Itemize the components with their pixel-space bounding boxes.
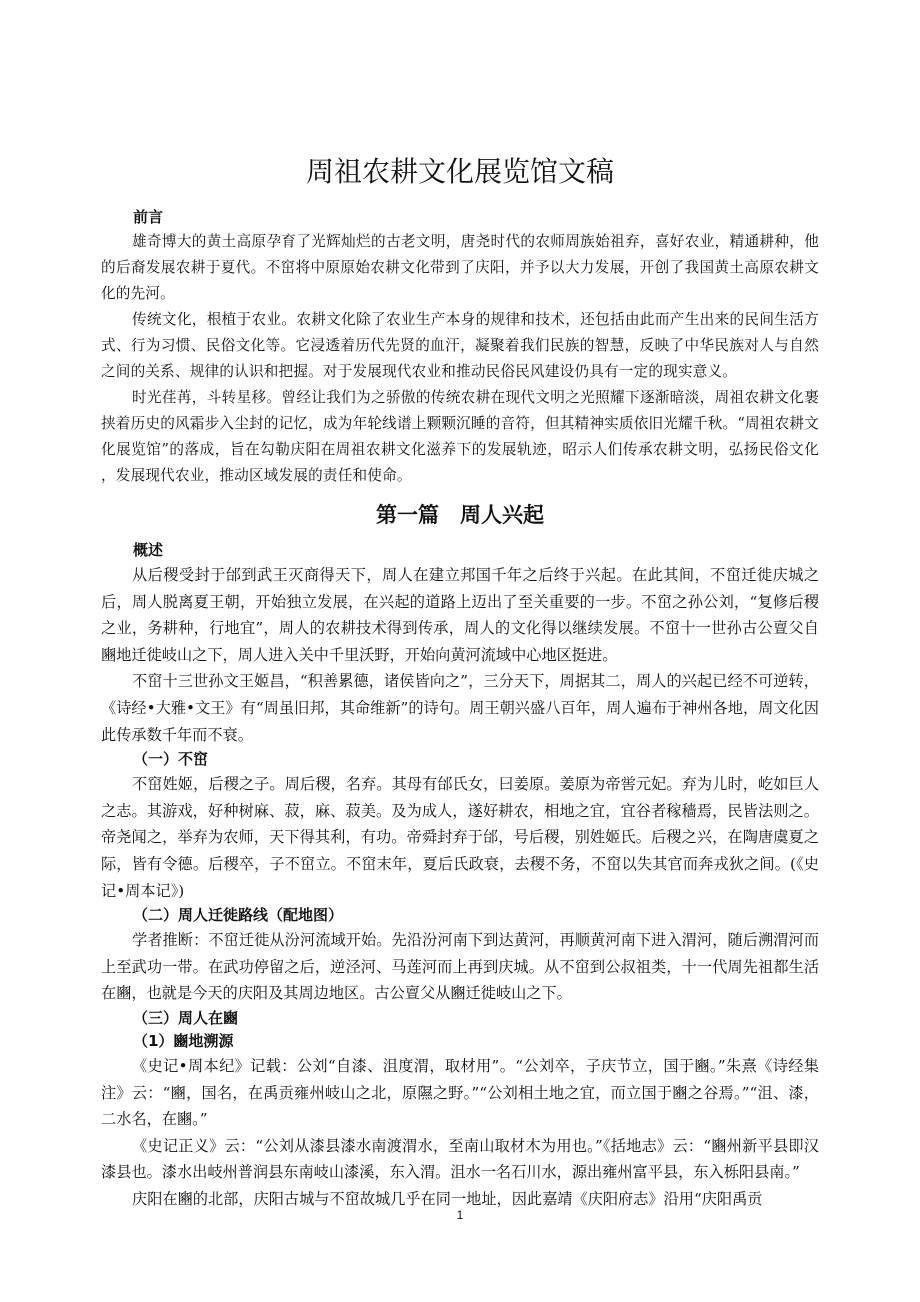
section-heading: （二）周人迁徙路线（配地图）	[133, 906, 344, 925]
document-title: 周祖农耕文化展览馆文稿	[305, 155, 614, 188]
section-paragraph: 庆阳在豳的北部，庆阳古城与不窋故城几乎在同一地址，因此嘉靖《庆阳府志》沿用“庆阳禹贡	[132, 1189, 763, 1208]
page-content	[101, 152, 819, 1212]
section-heading: （三）周人在豳	[133, 1008, 239, 1027]
overview-paragraph: 从后稷受封于邰到武王灭商得天下，周人在建立邦国千年之后终于兴起。在此其间，不窋迁徙庆城之后，周人脱离夏王朝，开始独立发展，在兴起的道路上迈出了至关重要的一步。不窋之孙公刘，“复修后稷之业，务耕种，行地宜”，周人的农耕技术得到传承，周人的文化得以继续发展。不窋十一世孙古公亶父自豳地迁徙岐山之下，周人进入关中千里沃野，开始向黄河流域中心地区挺进。	[101, 566, 819, 664]
subsection-heading: （1）豳地溯源	[133, 1031, 234, 1050]
page-number: 1	[456, 1208, 464, 1222]
section-paragraph: 学者推断：不窋迁徙从汾河流域开始。先沿汾河南下到达黄河，再顺黄河南下进入渭河，随后溯渭河而上至武功一带。在武功停留之后，逆泾河、马莲河而上再到庆城。从不窋到公叔祖类，十一代周先祖都生活在豳，也就是今天的庆阳及其周边地区。古公亶父从豳迁徙岐山之下。	[101, 931, 819, 1003]
section-paragraph: 不窋姓姬，后稷之子。周后稷，名弃。其母有邰氏女，曰姜原。姜原为帝喾元妃。弃为儿时，屹如巨人之志。其游戏，好种树麻、菽，麻、菽美。及为成人，遂好耕农，相地之宜，宜谷者稼穑焉，民皆法则之。帝尧闻之，举弃为农师，天下得其利，有功。帝舜封弃于邰，号后稷，别姓姬氏。后稷之兴，在陶唐虞夏之际，皆有令德。后稷卒，子不窋立。不窋末年，夏后氏政衰，去稷不务，不窋以失其官而奔戎狄之间。(《史记•周本记》)	[101, 775, 819, 900]
preface-paragraph: 雄奇博大的黄土高原孕育了光辉灿烂的古老文明，唐尧时代的农师周族始祖弃，喜好农业，精通耕种，他的后裔发展农耕于夏代。不窋将中原原始农耕文化带到了庆阳，并予以大力发展，开创了我国黄土高原农耕文化的先河。	[101, 233, 819, 302]
section-paragraph: 《史记正义》云：“公刘从漆县漆水南渡渭水，至南山取材木为用也。”《括地志》云：“豳州新平县即汉漆县也。漆水出岐州普润县东南岐山漆溪，东入渭。沮水一名石川水，源出雍州富平县，东入栎阳县南。”	[101, 1136, 819, 1182]
preface-heading: 前言	[133, 208, 164, 226]
section-heading: （一）不窋	[133, 750, 209, 769]
preface-paragraph: 时光荏苒，斗转星移。曾经让我们为之骄傲的传统农耕在现代文明之光照耀下逐渐暗淡，周祖农耕文化裹挟着历史的风霜步入尘封的记忆，成为年轮线谱上颗颗沉睡的音符，但其精神实质依旧光耀千秋。“周祖农耕文化展览馆”的落成，旨在勾勒庆阳在周祖农耕文化滋养下的发展轨迹，昭示人们传承农耕文明，弘扬民俗文化 ，发展现代农业，推动区域发展的责任和使命。	[101, 389, 819, 484]
preface-paragraph: 传统文化，根植于农业。农耕文化除了农业生产本身的规律和技术，还包括由此而产生出来的民间生活方式、行为习惯、民俗文化等。它浸透着历代先贤的血汗，凝聚着我们民族的智慧，反映了中华民族对人与自然之间的关系、规律的认识和把握。对于发展现代农业和推动民俗民风建设仍具有一定的现实意义。	[101, 311, 819, 380]
chapter-title: 第一篇 周人兴起	[376, 503, 544, 527]
section-paragraph: 《史记•周本纪》记载：公刘“自漆、沮度渭，取材用”。“公刘卒，子庆节立，国于豳。”朱熹《诗经集注》云：“豳，国名，在禹贡雍州岐山之北，原隰之野。”“公刘相土地之宜，而立国于豳之谷焉。”“沮、漆，二水名，在豳。”	[101, 1056, 819, 1129]
overview-paragraph: 不窋十三世孙文王姬昌，“积善累德，诸侯皆向之”，三分天下，周据其二，周人的兴起已经不可逆转，《诗经•大雅•文王》有“周虽旧邦，其命维新”的诗句。周王朝兴盛八百年，周人遍布于神州各地，周文化因此传承数千年而不衰。	[101, 672, 819, 744]
overview-heading: 概述	[133, 541, 164, 559]
